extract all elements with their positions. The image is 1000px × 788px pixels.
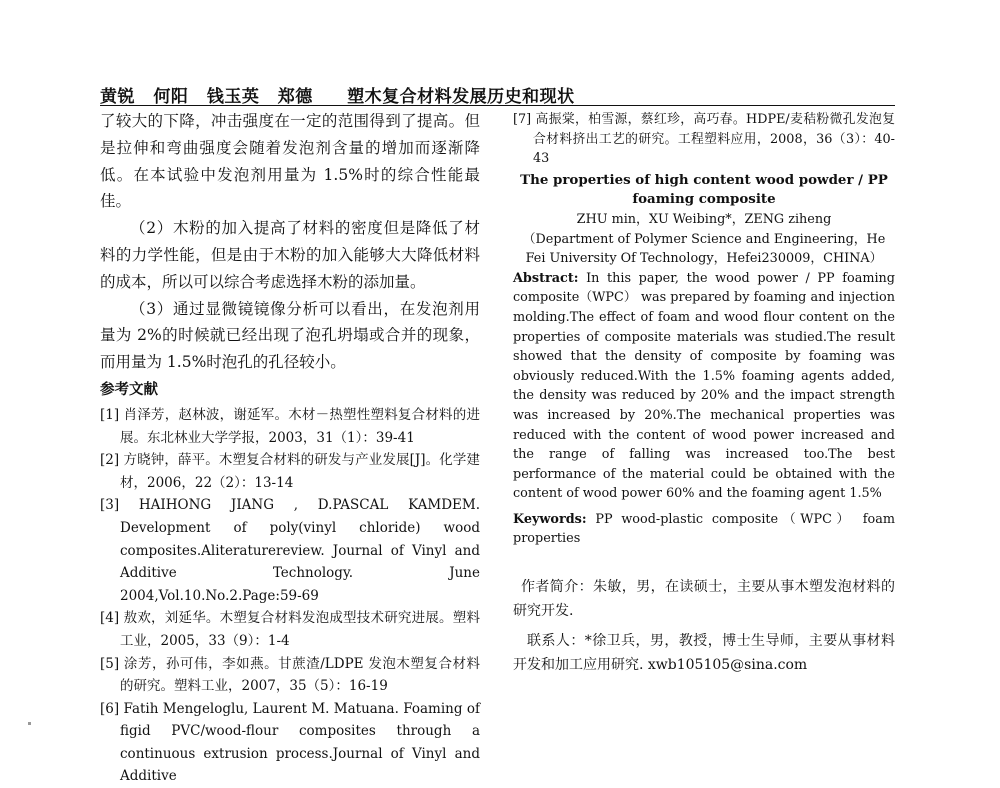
keywords xyxy=(513,510,895,549)
affiliation: （Department of Polymer Science and Engineering，He Fei University Of Technology，Hefei230009，CHINA） xyxy=(522,231,886,267)
scan-speck xyxy=(28,722,31,725)
left-column xyxy=(100,108,480,788)
running-header xyxy=(100,82,895,107)
body-paragraph: （3）通过显微镜镜像分析可以看出，在发泡剂用量为 2%的时候就已经出现了泡孔坍塌或合并的现象，而用量为 1.5%时泡孔的孔径较小。 xyxy=(100,299,480,372)
header-title: 塑木复合材料发展历史和现状 xyxy=(347,87,575,107)
reference-item: [5] 涂芳，孙可伟，李如燕。甘蔗渣/LDPE 发泡木塑复合材料的研究。塑料工业，2007，35（5）：16-19 xyxy=(100,655,480,695)
reference-item: [4] 敖欢，刘延华。木塑复合材料发泡成型技术研究进展。塑料工业，2005，33（9）：1-4 xyxy=(100,610,480,649)
reference-item: [1] 肖泽芳，赵林波，谢延军。木材－热塑性塑料复合材料的进展。东北林业大学学报，2003，31（1）：39-41 xyxy=(100,406,480,446)
body-paragraph: 了较大的下降，冲击强度在一定的范围得到了提高。但是拉伸和弯曲强度会随着发泡剂含量的增加而逐渐降低。在本试验中发泡剂用量为 1.5%时的综合性能最佳。 xyxy=(100,112,480,211)
contact-info: 联系人：*徐卫兵，男，教授，博士生导师，主要从事材料开发和加工应用研究. xwb105105@sina.com xyxy=(513,633,895,674)
abstract-label: Abstract: xyxy=(513,270,579,286)
header-author: 郑德 xyxy=(277,87,313,107)
header-rule xyxy=(100,105,895,106)
body-paragraph: （2）木粉的加入提高了材料的密度但是降低了材料的力学性能，但是由于木粉的加入能够大大降低材料的成本，所以可以综合考虑选择木粉的添加量。 xyxy=(100,219,480,291)
reference-item: [6] Fatih Mengeloglu, Laurent M. Matuana. Foaming of figid PVC/wood-flour composites through a continuous extrusion process.Journal of Vinyl and Additive xyxy=(100,700,480,785)
english-title: The properties of high content wood powder / PP foaming composite xyxy=(520,171,888,208)
abstract xyxy=(513,269,895,504)
keywords-label: Keywords: xyxy=(513,511,587,527)
english-authors: ZHU min，XU Weibing*，ZENG ziheng xyxy=(576,211,832,227)
author-note: 作者简介：朱敏，男，在读硕士，主要从事木塑发泡材料的研究开发. xyxy=(513,579,895,620)
abstract-text: In this paper, the wood power / PP foaming composite（WPC） was prepared by foaming and injection molding.The effect of foam and wood flour content on the properties of composite materials was studied.The result showed that the density of composite by foaming was obviously reduced.With the 1.5% foaming agents added, the density was reduced by 20% and the impact strength was increased by 20%.The mechanical properties was reduced with the content of wood power increased and the range of falling was increased too.The best performance of the material could be obtained with the content of wood power 60% and the foaming agent 1.5% xyxy=(513,270,895,502)
reference-item: [2] 方晓钟，薛平。木塑复合材料的研发与产业发展[J]。化学建材，2006，22（2）：13-14 xyxy=(100,452,480,491)
references-heading: 参考文献 xyxy=(100,380,158,398)
reference-item: [7] 高振棠，柏雪源，蔡红珍，高巧春。HDPE/麦秸粉微孔发泡复合材料挤出工艺的研究。工程塑料应用，2008，36（3）：40-43 xyxy=(513,112,895,167)
keywords-text: PP wood-plastic composite（WPC） foam properties xyxy=(513,511,895,547)
header-author: 何阳 xyxy=(153,87,189,107)
header-author: 黄锐 xyxy=(100,87,135,107)
reference-item: [3] HAIHONG JIANG , D.PASCAL KAMDEM. Development of poly(vinyl chloride) wood composites.Aliteraturereview. Journal of Vinyl and Additive Technology. June 2004,Vol.10.No.2.Page:59-69 xyxy=(100,497,480,604)
header-author: 钱玉英 xyxy=(206,87,260,107)
reference-list xyxy=(100,404,480,788)
right-column xyxy=(513,110,895,677)
